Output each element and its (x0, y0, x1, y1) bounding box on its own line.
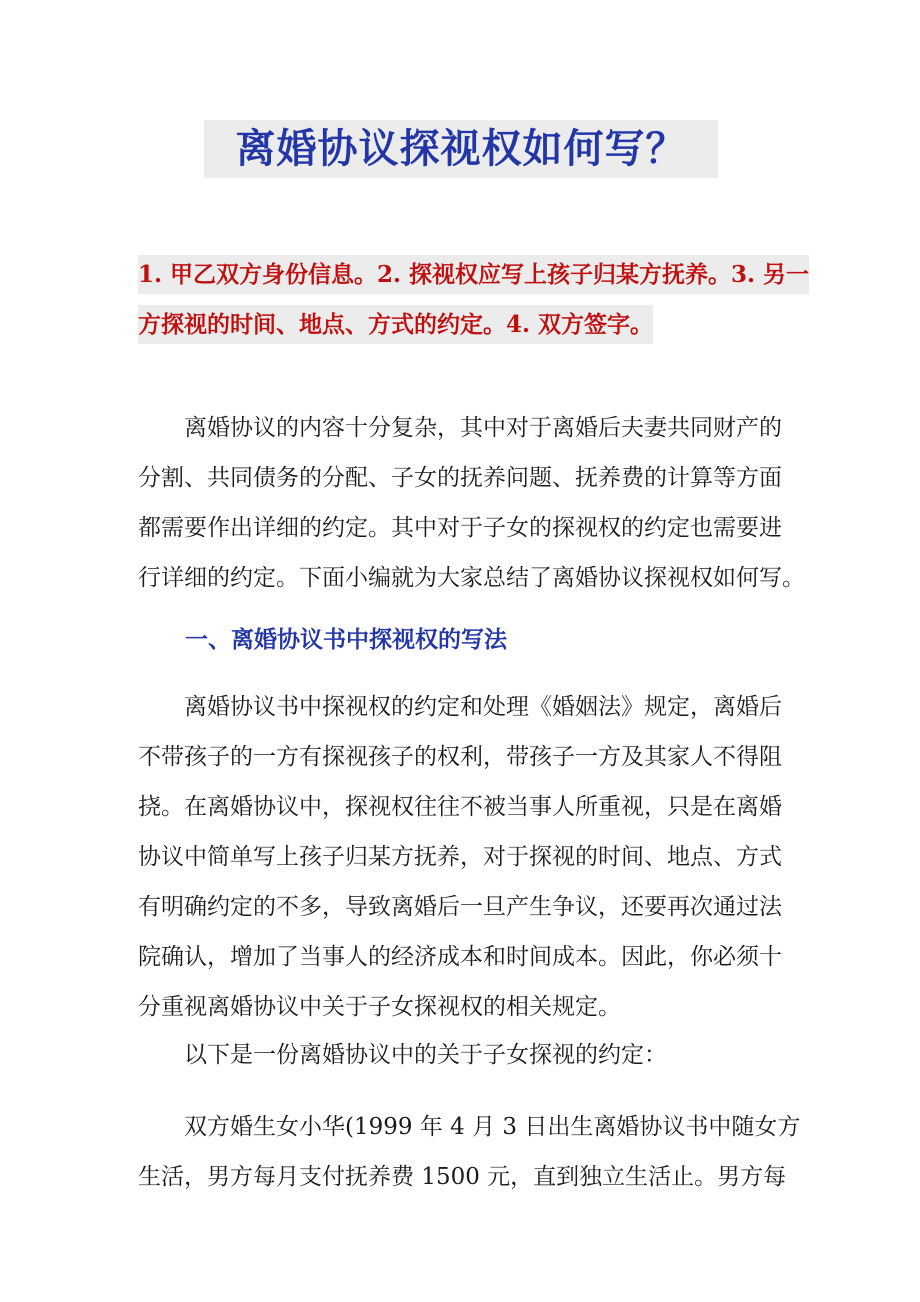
paragraph-line: 都需要作出详细的约定。其中对于子女的探视权的约定也需要进 (138, 515, 782, 541)
page-title: 离婚协议探视权如何写？ (204, 120, 718, 178)
paragraph-line: 生活，男方每月支付抚养费 1500 元，直到独立生活止。男方每 (138, 1164, 787, 1190)
section1-paragraph (138, 682, 788, 1032)
paragraph-line: 分重视离婚协议中关于子女探视权的相关规定。 (138, 994, 621, 1020)
summary-line-text: 1. 甲乙双方身份信息。2. 探视权应写上孩子归某方抚养。3. 另一 (138, 255, 809, 294)
paragraph-line: 不带孩子的一方有探视孩子的权利，带孩子一方及其家人不得阻 (138, 744, 782, 770)
paragraph-line: 挠。在离婚协议中，探视权往往不被当事人所重视，只是在离婚 (138, 794, 782, 820)
example-intro-paragraph (138, 1030, 788, 1080)
paragraph-line: 有明确约定的不多，导致离婚后一旦产生争议，还要再次通过法 (138, 894, 782, 920)
paragraph-line: 协议中简单写上孩子归某方抚养，对于探视的时间、地点、方式 (138, 844, 782, 870)
paragraph-line: 以下是一份离婚协议中的关于子女探视的约定： (138, 1042, 667, 1068)
paragraph-line: 离婚协议书中探视权的约定和处理《婚姻法》规定，离婚后 (138, 694, 782, 720)
section-heading: 一、离婚协议书中探视权的写法 (185, 627, 507, 653)
intro-paragraph (138, 403, 805, 603)
paragraph-line: 分割、共同债务的分配、子女的抚养问题、抚养费的计算等方面 (138, 465, 782, 491)
summary-line (138, 250, 810, 300)
example-paragraph (138, 1102, 801, 1202)
summary-highlight (138, 250, 810, 350)
summary-line-text: 方探视的时间、地点、方式的约定。4. 双方签字。 (138, 305, 653, 344)
paragraph-line: 行详细的约定。下面小编就为大家总结了离婚协议探视权如何写。 (138, 565, 805, 591)
paragraph-line: 离婚协议的内容十分复杂，其中对于离婚后夫妻共同财产的 (138, 415, 782, 441)
paragraph-line: 院确认，增加了当事人的经济成本和时间成本。因此，你必须十 (138, 944, 782, 970)
paragraph-line: 双方婚生女小华(1999 年 4 月 3 日出生离婚协议书中随女方 (138, 1114, 801, 1140)
summary-line (138, 300, 788, 350)
